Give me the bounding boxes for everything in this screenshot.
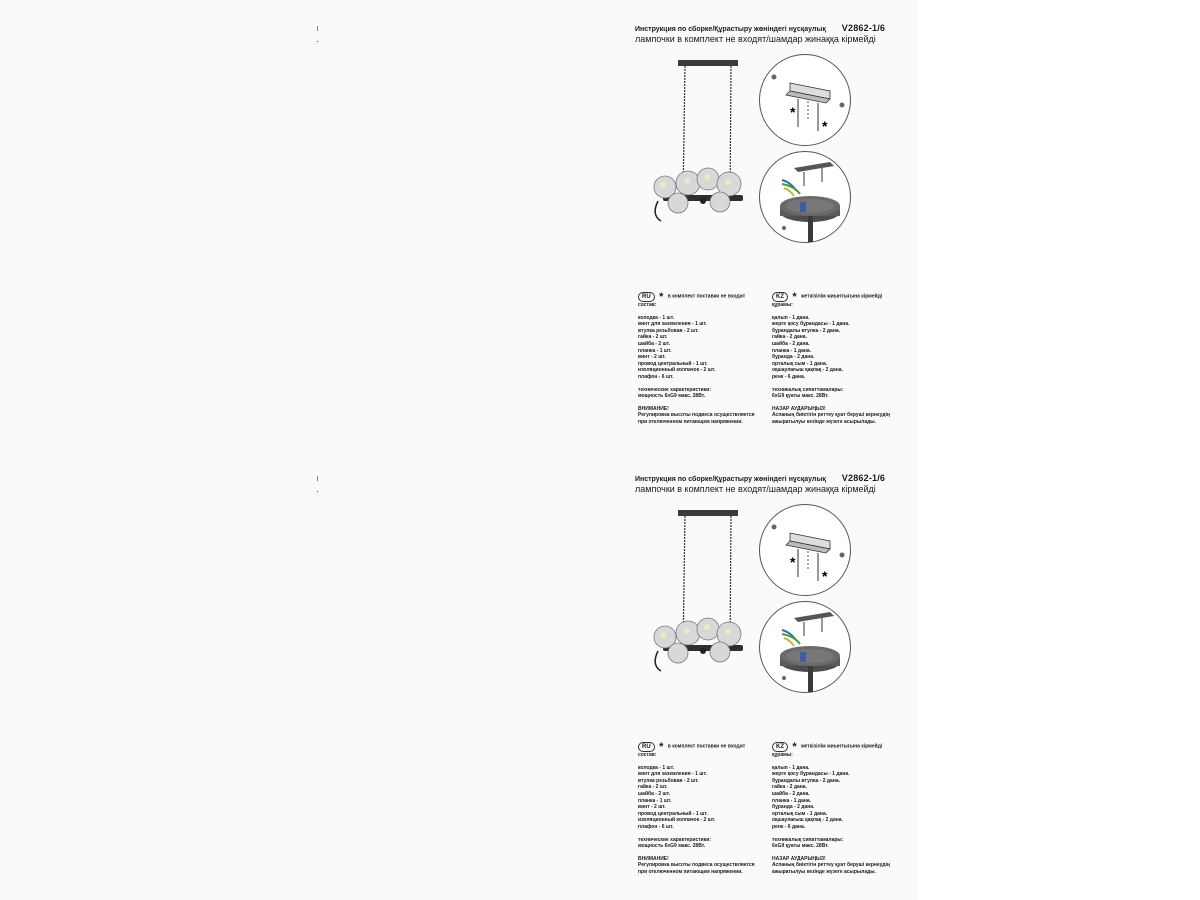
ru-item: гайка - 2 шт. — [638, 784, 668, 791]
ru-item: шайба - 2 шт. — [638, 340, 671, 347]
kz-item: бұрандалы втулка - 2 дана. — [772, 327, 841, 334]
sheet-top-right — [318, 0, 918, 450]
kz-specs-value: 6xG9 қуаты макс. 28Вт. — [772, 843, 829, 850]
ru-badge: RU — [638, 742, 655, 752]
ru-item: изоляционный колпачок - 2 шт. — [638, 367, 716, 374]
ru-item: колодка - 1 шт. — [638, 764, 675, 771]
ru-warning-label: ВНИМАНИЕ! — [638, 405, 669, 412]
kz-item: жерге қосу бұрандасы - 1 дана. — [772, 771, 850, 778]
svg-text:*: * — [822, 568, 828, 584]
ru-item: втулка резьбовая - 2 шт. — [638, 327, 699, 334]
kz-warning-label: НАЗАР АУДАРЫҢЫЗ! — [772, 405, 826, 412]
mounting-bar-detail — [759, 54, 851, 146]
kz-instructions — [772, 292, 912, 426]
kz-warning-text: Аспаның биіктігін реттеу қуат беруші кернеудің — [772, 862, 890, 869]
kz-item: гайка - 2 дана. — [772, 784, 807, 791]
ru-item: провод центральный - 1 шт. — [638, 810, 708, 817]
ru-warning-label: ВНИМАНИЕ! — [638, 855, 669, 862]
ru-item: планка - 1 шт. — [638, 347, 672, 354]
kz-item: оқшаулағыш қақпақ - 2 дана. — [772, 367, 843, 374]
ru-item: винт - 2 шт. — [638, 804, 666, 811]
kz-warning-label: НАЗАР АУДАРЫҢЫЗ! — [772, 855, 826, 862]
mounting-bar-detail — [759, 504, 851, 596]
kz-warning-text: Аспаның биіктігін реттеу қуат беруші кернеудің — [772, 412, 890, 419]
kz-item: гайка - 2 дана. — [772, 334, 807, 341]
ru-not-included-note: в комплект поставки не входит — [667, 293, 746, 300]
ru-item: винт для заземления - 1 шт. — [638, 321, 707, 328]
kz-item: шайба - 2 дана. — [772, 790, 810, 797]
asterisk-icon: * — [792, 740, 797, 753]
sheet-header — [635, 23, 895, 44]
kz-item: орталық сым - 1 дана. — [772, 360, 828, 367]
kz-item: планка - 1 дана. — [772, 797, 812, 804]
ru-composition-label: состав: — [638, 752, 657, 758]
ru-item: плафон - 6 шт. — [638, 823, 674, 830]
bulbs-note: лампочки в комплект не входят/шамдар жинаққа кірмейді — [635, 34, 876, 44]
canopy-wiring-detail — [759, 151, 851, 243]
kz-badge: KZ — [772, 292, 788, 302]
asterisk-icon: * — [659, 740, 664, 753]
ru-item: плафон - 6 шт. — [638, 373, 674, 380]
ru-item: изоляционный колпачок - 2 шт. — [638, 817, 716, 824]
ru-not-included-note: в комплект поставки не входит — [667, 743, 746, 750]
chandelier-illustration — [643, 55, 753, 245]
chandelier-illustration — [643, 505, 753, 695]
kz-item: шайба - 2 дана. — [772, 340, 810, 347]
ru-badge: RU — [638, 292, 655, 302]
sheet-bottom-right — [318, 450, 918, 900]
ru-warning-text: Регулировка высоты подвеса осуществляется — [638, 862, 755, 869]
kz-item: ренк - 6 дана. — [772, 823, 806, 830]
kz-item: бұрандалы втулка - 2 дана. — [772, 777, 841, 784]
sheet-header — [635, 473, 895, 494]
svg-text:*: * — [822, 118, 828, 134]
ru-item: колодка - 1 шт. — [638, 314, 675, 321]
model-number: V2862-1/6 — [841, 23, 886, 33]
asterisk-icon: * — [792, 290, 797, 303]
ru-item: шайба - 2 шт. — [638, 790, 671, 797]
svg-text:*: * — [790, 104, 796, 120]
instruction-title: Инструкция по сборке/Құрастыру жөніндегі нұсқаулық — [635, 26, 826, 33]
kz-item: планка - 1 дана. — [772, 347, 812, 354]
kz-item: бұранда - 2 дана. — [772, 354, 815, 361]
kz-not-included-note: жеткізілім жиынтығына кірмейді — [801, 743, 883, 750]
kz-specs-label: техникалық сипаттамалары: — [772, 386, 844, 393]
kz-composition-label: құрамы: — [772, 752, 793, 758]
kz-warning-text: ажыратылуы кезінде жүзеге асырылады. — [772, 868, 876, 875]
model-number: V2862-1/6 — [841, 473, 886, 483]
kz-item: қалып - 1 дана. — [772, 314, 810, 321]
kz-specs-value: 6xG9 қуаты макс. 28Вт. — [772, 393, 829, 400]
ru-item: планка - 1 шт. — [638, 797, 672, 804]
ru-item: винт для заземления - 1 шт. — [638, 771, 707, 778]
kz-item: қалып - 1 дана. — [772, 764, 810, 771]
ru-instructions — [638, 742, 768, 876]
kz-badge: KZ — [772, 742, 788, 752]
ru-warning-text: Регулировка высоты подвеса осуществляется — [638, 412, 755, 419]
asterisk-icon: * — [659, 290, 664, 303]
kz-item: оқшаулағыш қақпақ - 2 дана. — [772, 817, 843, 824]
kz-warning-text: ажыратылуы кезінде жүзеге асырылады. — [772, 418, 876, 425]
kz-not-included-note: жеткізілім жиынтығына кірмейді — [801, 293, 883, 300]
kz-instructions — [772, 742, 912, 876]
kz-item: бұранда - 2 дана. — [772, 804, 815, 811]
ru-item: втулка резьбовая - 2 шт. — [638, 777, 699, 784]
bulbs-note: лампочки в комплект не входят/шамдар жинаққа кірмейді — [635, 484, 876, 494]
svg-text:*: * — [790, 554, 796, 570]
ru-warning-text: при отключенном питающем напряжении. — [638, 868, 743, 875]
canopy-wiring-detail — [759, 601, 851, 693]
ru-specs-value: мощность 6xG9 макс. 28Вт. — [638, 843, 706, 850]
ru-item: гайка - 2 шт. — [638, 334, 668, 341]
kz-composition-label: құрамы: — [772, 302, 793, 308]
ru-item: винт - 2 шт. — [638, 354, 666, 361]
ru-instructions — [638, 292, 768, 426]
ru-composition-label: состав: — [638, 302, 657, 308]
ru-specs-label: технические характеристики: — [638, 386, 711, 393]
kz-specs-label: техникалық сипаттамалары: — [772, 836, 844, 843]
instruction-title: Инструкция по сборке/Құрастыру жөніндегі нұсқаулық — [635, 476, 826, 483]
kz-item: ренк - 6 дана. — [772, 373, 806, 380]
ru-specs-value: мощность 6xG9 макс. 28Вт. — [638, 393, 706, 400]
ru-item: провод центральный - 1 шт. — [638, 360, 708, 367]
ru-warning-text: при отключенном питающем напряжении. — [638, 418, 743, 425]
ru-specs-label: технические характеристики: — [638, 836, 711, 843]
kz-item: жерге қосу бұрандасы - 1 дана. — [772, 321, 850, 328]
kz-item: орталық сым - 1 дана. — [772, 810, 828, 817]
